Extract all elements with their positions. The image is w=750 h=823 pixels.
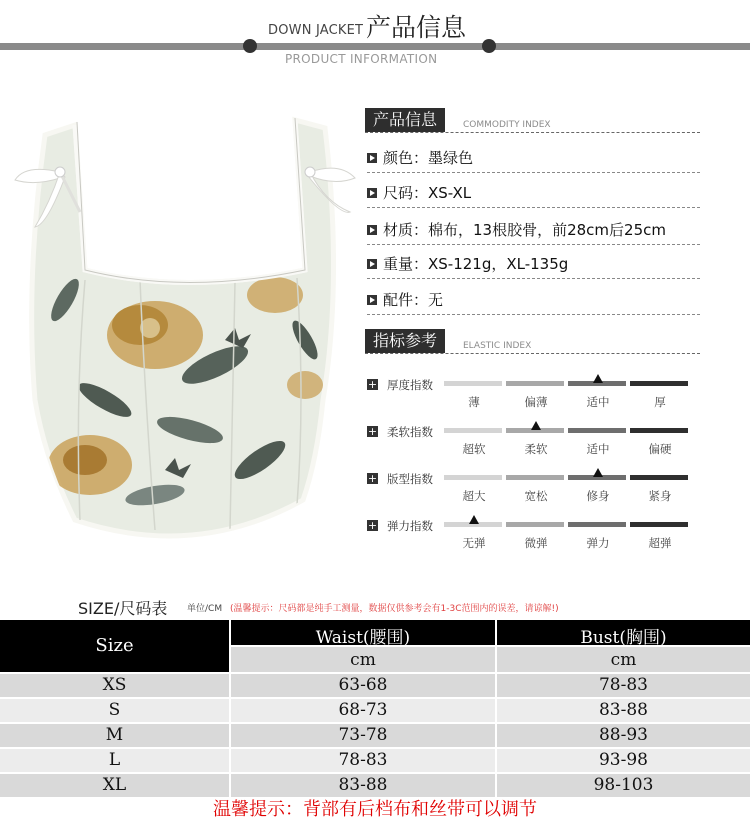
arrow-right-icon bbox=[367, 188, 377, 198]
commodity-divider bbox=[365, 132, 700, 133]
index-level-label: 偏硬 bbox=[648, 442, 672, 456]
table-cell-bust: 83-88 bbox=[598, 700, 648, 720]
index-bar-segment bbox=[630, 475, 688, 480]
plus-icon: + bbox=[367, 378, 378, 391]
arrow-right-icon bbox=[367, 295, 377, 305]
table-cell-waist: 78-83 bbox=[338, 750, 388, 770]
attr-size-text: 尺码：XS-XL bbox=[383, 184, 472, 202]
attr-weight bbox=[367, 252, 700, 278]
table-cell-bust: 88-93 bbox=[598, 725, 648, 745]
attr-divider bbox=[367, 172, 700, 173]
table-cell-waist: 68-73 bbox=[338, 700, 388, 720]
table-cell-size: S bbox=[108, 700, 121, 720]
index-bar-segment bbox=[630, 428, 688, 433]
attr-divider bbox=[367, 207, 700, 208]
header-cn-title: 产品信息 bbox=[366, 13, 467, 42]
index-bar-segment bbox=[630, 381, 688, 386]
header-dot-left bbox=[243, 39, 257, 53]
size-chart-note: (温馨提示：尺码都是纯手工测量，数据仅供参考会有1-3C范围内的误差，请谅解!) bbox=[230, 604, 559, 614]
table-cell-waist: 83-88 bbox=[338, 775, 388, 795]
attr-weight-text: 重量：XS-121g，XL-135g bbox=[383, 255, 569, 273]
attr-color bbox=[367, 146, 700, 172]
index-marker-icon bbox=[593, 468, 603, 477]
col-waist-header: Waist(腰围) bbox=[315, 628, 411, 648]
attr-accessory bbox=[367, 288, 700, 314]
header-dot-right bbox=[482, 39, 496, 53]
index-tag-en: ELASTIC INDEX bbox=[463, 341, 532, 351]
plus-icon: + bbox=[367, 425, 378, 438]
attr-color-text: 颜色：墨绿色 bbox=[383, 149, 474, 167]
col-waist-unit: cm bbox=[350, 650, 376, 670]
index-bar-segment bbox=[568, 428, 626, 433]
attr-divider bbox=[367, 244, 700, 245]
table-cell-size: XL bbox=[102, 775, 127, 795]
size-chart-title: SIZE/尺码表 bbox=[78, 599, 168, 618]
index-bar-segment bbox=[568, 522, 626, 527]
product-photo bbox=[5, 100, 360, 570]
size-table-footer: 温馨提示：背部有后档布和丝带可以调节 bbox=[213, 799, 537, 820]
commodity-section-header bbox=[365, 108, 700, 134]
plus-icon: + bbox=[367, 472, 378, 485]
index-name: 厚度指数 bbox=[387, 378, 433, 392]
page-header bbox=[0, 0, 750, 80]
table-cell-waist: 73-78 bbox=[338, 725, 388, 745]
plus-icon: + bbox=[367, 519, 378, 532]
index-tag: 指标参考 bbox=[365, 329, 445, 353]
index-level-label: 柔软 bbox=[524, 442, 548, 456]
col-size-header: Size bbox=[95, 635, 134, 656]
index-level-label: 偏薄 bbox=[524, 395, 548, 409]
table-cell-size: XS bbox=[102, 675, 127, 695]
index-row bbox=[367, 518, 697, 558]
table-cell-size: M bbox=[105, 725, 124, 745]
index-name: 版型指数 bbox=[387, 472, 433, 486]
index-marker-icon bbox=[531, 421, 541, 430]
arrow-right-icon bbox=[367, 259, 377, 269]
attr-material bbox=[367, 218, 700, 244]
attr-material-text: 材质：棉布，13根胶骨，前28cm后25cm bbox=[383, 221, 666, 239]
attr-divider bbox=[367, 314, 700, 315]
attr-accessory-text: 配件：无 bbox=[383, 291, 444, 309]
index-level-label: 适中 bbox=[586, 442, 610, 456]
table-cell-size: L bbox=[108, 750, 121, 770]
index-section-header bbox=[365, 329, 700, 355]
index-row bbox=[367, 424, 697, 464]
table-cell-bust: 98-103 bbox=[593, 775, 654, 795]
index-level-label: 宽松 bbox=[524, 489, 548, 503]
attr-size bbox=[367, 181, 700, 207]
index-level-label: 无弹 bbox=[462, 536, 486, 550]
index-level-label: 紧身 bbox=[648, 489, 672, 503]
index-level-label: 微弹 bbox=[524, 536, 548, 550]
index-level-label: 弹力 bbox=[586, 536, 610, 550]
header-en-title: DOWN JACKET bbox=[268, 23, 364, 38]
commodity-tag-en: COMMODITY INDEX bbox=[463, 120, 551, 130]
index-bar-segment bbox=[630, 522, 688, 527]
index-level-label: 修身 bbox=[586, 489, 610, 503]
attr-divider bbox=[367, 278, 700, 279]
arrow-right-icon bbox=[367, 225, 377, 235]
index-level-label: 超大 bbox=[462, 489, 486, 503]
index-bar-segment bbox=[506, 522, 564, 527]
arrow-right-icon bbox=[367, 153, 377, 163]
index-row bbox=[367, 377, 697, 417]
index-bar-segment bbox=[506, 475, 564, 480]
index-level-label: 厚 bbox=[654, 395, 666, 409]
index-level-label: 薄 bbox=[468, 395, 480, 409]
index-level-label: 超软 bbox=[462, 442, 486, 456]
index-divider bbox=[365, 353, 700, 354]
commodity-tag: 产品信息 bbox=[365, 108, 445, 132]
index-bar-segment bbox=[506, 381, 564, 386]
index-bar-segment bbox=[444, 381, 502, 386]
index-level-label: 超弹 bbox=[648, 536, 672, 550]
index-marker-icon bbox=[593, 374, 603, 383]
table-cell-bust: 78-83 bbox=[598, 675, 648, 695]
index-bar-segment bbox=[444, 475, 502, 480]
index-row bbox=[367, 471, 697, 511]
header-divider bbox=[0, 43, 750, 50]
index-bar-segment bbox=[444, 428, 502, 433]
size-chart-unit: 单位/CM bbox=[187, 604, 223, 614]
index-name: 弹力指数 bbox=[387, 519, 433, 533]
table-cell-bust: 93-98 bbox=[598, 750, 648, 770]
index-level-label: 适中 bbox=[586, 395, 610, 409]
col-bust-header: Bust(胸围) bbox=[580, 628, 667, 648]
table-cell-waist: 63-68 bbox=[338, 675, 388, 695]
floral-corset-top-photo bbox=[5, 100, 360, 570]
index-name: 柔软指数 bbox=[387, 425, 433, 439]
index-marker-icon bbox=[469, 515, 479, 524]
header-subtitle: PRODUCT INFORMATION bbox=[285, 52, 438, 66]
col-bust-unit: cm bbox=[610, 650, 637, 670]
